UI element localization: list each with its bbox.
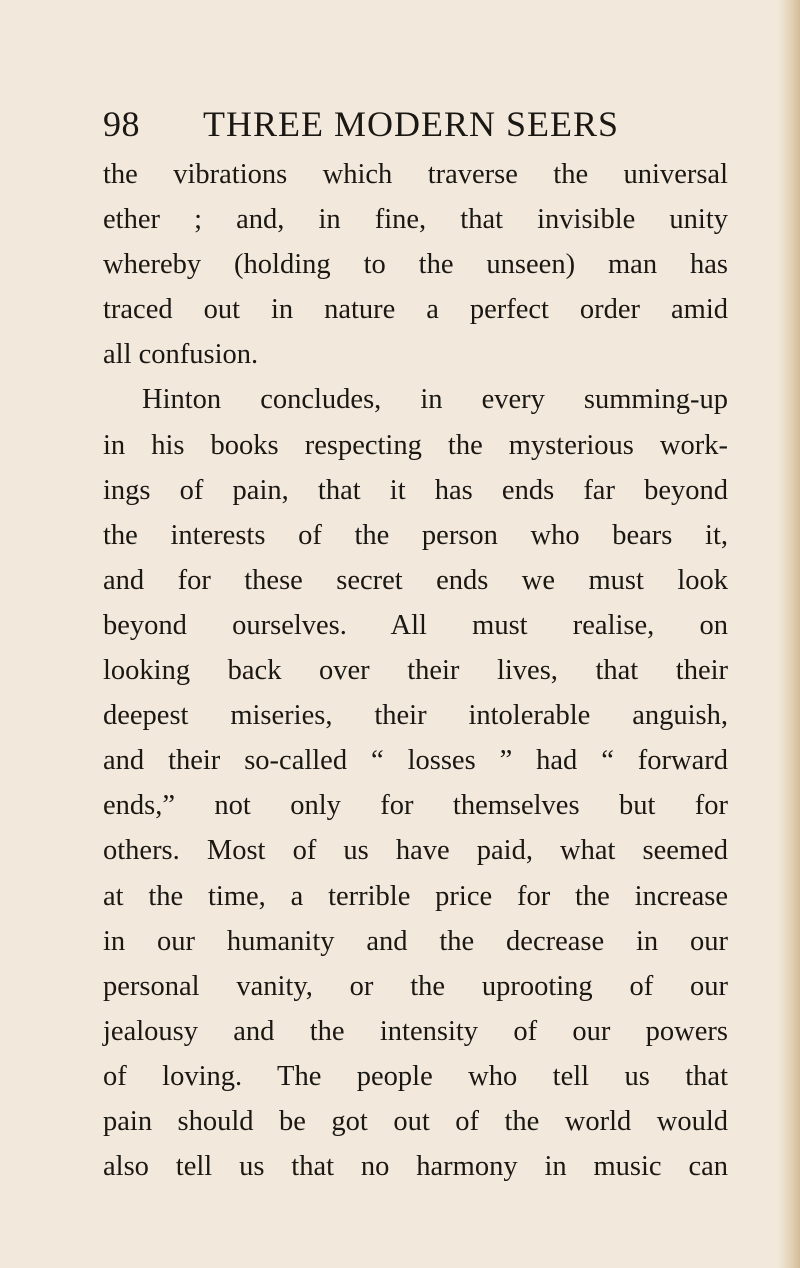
text-line: traced out in nature a perfect order amid xyxy=(103,294,728,326)
text-line: ends,” not only for themselves but for xyxy=(103,790,728,822)
page-number: 98 xyxy=(103,104,140,144)
body-text xyxy=(103,152,728,1189)
text-line: and their so-called “ losses ” had “ forward xyxy=(103,745,728,777)
text-line: looking back over their lives, that their xyxy=(103,655,728,687)
text-line: beyond ourselves. All must realise, on xyxy=(103,609,728,641)
text-line: ether ; and, in fine, that invisible unity xyxy=(103,204,728,236)
text-line: at the time, a terrible price for the increase xyxy=(103,880,728,912)
text-line: ings of pain, that it has ends far beyond xyxy=(103,474,728,506)
text-line: all confusion. xyxy=(103,339,259,371)
text-line: pain should be got out of the world would xyxy=(103,1105,728,1137)
text-line: in his books respecting the mysterious work- xyxy=(103,429,728,461)
text-line: and for these secret ends we must look xyxy=(103,564,728,596)
text-line: Hinton concludes, in every summing-up xyxy=(142,384,728,416)
page-edge xyxy=(778,0,800,1268)
text-line: also tell us that no harmony in music can xyxy=(103,1151,728,1183)
running-head xyxy=(103,103,643,151)
text-line: of loving. The people who tell us that xyxy=(103,1060,728,1092)
text-line: jealousy and the intensity of our powers xyxy=(103,1015,728,1047)
text-line: in our humanity and the decrease in our xyxy=(103,925,728,957)
text-line: the interests of the person who bears it, xyxy=(103,519,728,551)
text-line: the vibrations which traverse the universal xyxy=(103,159,728,190)
text-line: personal vanity, or the uprooting of our xyxy=(103,970,728,1002)
text-line: whereby (holding to the unseen) man has xyxy=(103,249,728,281)
running-title: THREE MODERN SEERS xyxy=(203,104,620,144)
text-line: others. Most of us have paid, what seemed xyxy=(103,835,728,867)
text-line: deepest miseries, their intolerable anguish, xyxy=(103,700,728,732)
